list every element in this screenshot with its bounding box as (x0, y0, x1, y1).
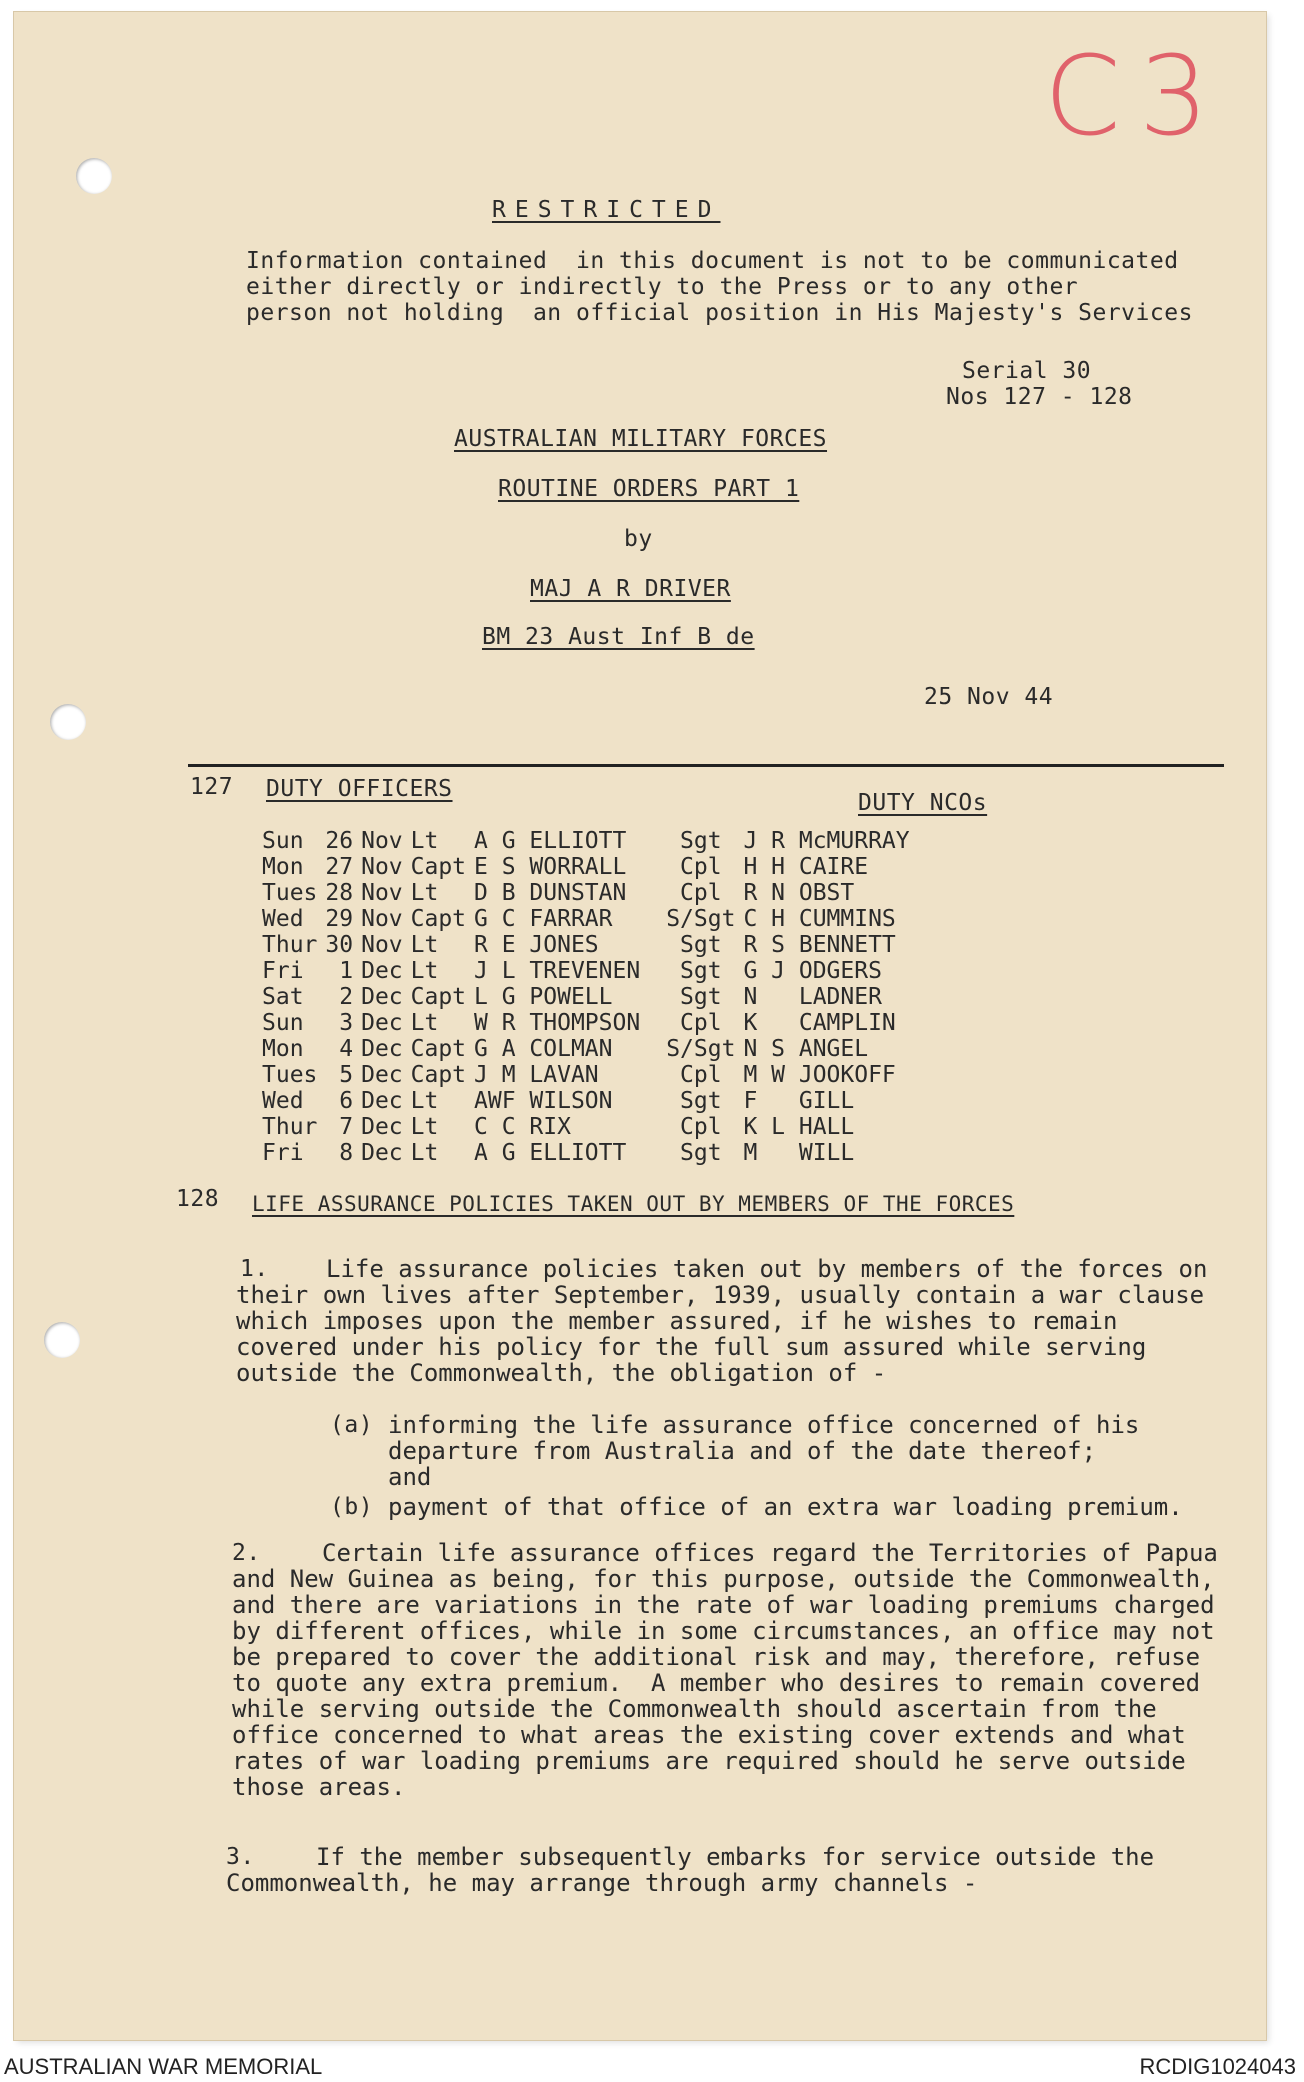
sub-a-text: informing the life assurance office concerned of his departure from Australia and of the date thereof; and (388, 1411, 1154, 1491)
roster-officer-rank: Capt (410, 1036, 467, 1062)
roster-nco-name: F GILL (743, 1088, 855, 1114)
para-3-number: 3. (226, 1844, 255, 1870)
notice-line-1: Information contained in this document is not to be communicated (246, 248, 1179, 274)
para-2-text: Certain life assurance offices regard the Territories of Papua and New Guinea as being, for this purpose, outside the Commonwealth, and there are variations in the rate of war loading premiums charged by different offices, while in some circumstances, an office may not be prepared to cover the additional risk and may, therefore, refuse to quote any extra premium. A member who desires to remain covered while serving outside the Commonwealth should ascertain from the office concerned to what areas the existing cover extends and what rates of war loading premiums are required should he serve outside those areas. (232, 1539, 1233, 1801)
roster-nco-name: G J ODGERS (743, 958, 882, 984)
roster-officer-name: G A COLMAN (474, 1036, 613, 1062)
roster-officer-rank: Capt (410, 854, 467, 880)
roster-day: Thur (262, 1114, 318, 1140)
roster-day: Wed (262, 1088, 304, 1114)
roster-row (262, 1062, 918, 1088)
duty-officers-heading: DUTY OFFICERS (266, 776, 453, 802)
roster-row (262, 1010, 918, 1036)
orders-heading: ROUTINE ORDERS PART 1 (498, 476, 800, 502)
roster-row (262, 880, 918, 906)
roster-date: 4 (339, 1036, 354, 1062)
roster-nco-name: R N OBST (743, 880, 855, 906)
roster-officer-name: W R THOMPSON (474, 1010, 641, 1036)
punch-hole-middle (50, 704, 86, 740)
roster-nco-rank: Cpl (680, 880, 722, 906)
roster-officer-name: A G ELLIOTT (474, 828, 627, 854)
roster-officer-rank: Lt (410, 880, 439, 906)
roster-month: Dec (361, 958, 403, 984)
roster-nco-name: C H CUMMINS (743, 906, 896, 932)
by-line: by (624, 526, 653, 552)
para-1-number: 1. (240, 1256, 269, 1282)
footer-source: AUSTRALIAN WAR MEMORIAL (4, 2054, 323, 2079)
order-numbers: Nos 127 - 128 (946, 384, 1133, 410)
roster-nco-rank: Sgt (680, 1140, 722, 1166)
roster-month: Nov (361, 880, 403, 906)
roster-officer-rank: Lt (410, 828, 439, 854)
roster-date: 28 (325, 880, 354, 906)
roster-month: Dec (361, 1088, 403, 1114)
roster-nco-name: H H CAIRE (743, 854, 869, 880)
roster-officer-name: C C RIX (474, 1114, 571, 1140)
roster-officer-name: E S WORRALL (474, 854, 627, 880)
sub-b-text: payment of that office of an extra war loading premium. (388, 1493, 1183, 1521)
roster-officer-rank: Capt (410, 1062, 467, 1088)
roster-nco-rank: Sgt (680, 958, 722, 984)
roster-day: Thur (262, 932, 318, 958)
roster-month: Nov (361, 828, 403, 854)
footer-id: RCDIG1024043 (1139, 2054, 1296, 2079)
roster-officer-name: L G POWELL (474, 984, 613, 1010)
roster-row (262, 1114, 918, 1140)
roster-day: Sat (262, 984, 304, 1010)
punch-hole-top (76, 158, 112, 194)
roster-row (262, 1140, 918, 1166)
roster-day: Mon (262, 854, 304, 880)
roster-row (262, 932, 918, 958)
roster-date: 1 (339, 958, 354, 984)
duty-roster-table (262, 828, 918, 1166)
roster-nco-rank: S/Sgt (666, 1036, 736, 1062)
notice-line-2: either directly or indirectly to the Press or to any other (246, 274, 1079, 300)
para-3-text: If the member subsequently embarks for service outside the Commonwealth, he may arrange through army channels - (226, 1843, 1169, 1897)
roster-nco-rank: Cpl (680, 1010, 722, 1036)
roster-month: Nov (361, 906, 403, 932)
roster-day: Mon (262, 1036, 304, 1062)
sub-a-label: (a) (330, 1412, 374, 1438)
roster-nco-name: J R McMURRAY (743, 828, 910, 854)
roster-nco-name: K CAMPLIN (743, 1010, 896, 1036)
serial-number: Serial 30 (962, 358, 1092, 384)
roster-nco-rank: Cpl (680, 854, 722, 880)
document-page (14, 12, 1266, 2040)
roster-officer-rank: Capt (410, 984, 467, 1010)
roster-officer-rank: Lt (410, 1140, 439, 1166)
roster-nco-name: N LADNER (743, 984, 882, 1010)
roster-officer-rank: Lt (410, 1114, 439, 1140)
roster-row (262, 828, 918, 854)
order-date: 25 Nov 44 (924, 684, 1054, 710)
roster-row (262, 958, 918, 984)
unit-name: BM 23 Aust Inf B de (482, 624, 755, 650)
roster-date: 27 (325, 854, 354, 880)
roster-nco-rank: S/Sgt (666, 906, 736, 932)
roster-row (262, 906, 918, 932)
roster-day: Tues (262, 1062, 318, 1088)
roster-nco-rank: Sgt (680, 932, 722, 958)
para-2-number: 2. (232, 1540, 261, 1566)
roster-nco-name: N S ANGEL (743, 1036, 869, 1062)
roster-officer-name: AWF WILSON (474, 1088, 613, 1114)
roster-officer-name: G C FARRAR (474, 906, 613, 932)
item-128-title: LIFE ASSURANCE POLICIES TAKEN OUT BY MEMBERS OF THE FORCES (252, 1192, 1015, 1216)
roster-nco-name: M WILL (743, 1140, 855, 1166)
roster-date: 5 (339, 1062, 354, 1088)
roster-row (262, 1036, 918, 1062)
roster-month: Dec (361, 1036, 403, 1062)
roster-month: Nov (361, 854, 403, 880)
roster-nco-rank: Cpl (680, 1062, 722, 1088)
author-name: MAJ A R DRIVER (530, 576, 731, 602)
item-127-number: 127 (190, 774, 234, 800)
roster-month: Dec (361, 1114, 403, 1140)
item-128-number: 128 (176, 1186, 220, 1212)
roster-row (262, 984, 918, 1010)
roster-nco-rank: Sgt (680, 1088, 722, 1114)
roster-month: Dec (361, 1062, 403, 1088)
roster-nco-rank: Cpl (680, 1114, 722, 1140)
roster-month: Nov (361, 932, 403, 958)
roster-nco-rank: Sgt (680, 984, 722, 1010)
roster-date: 2 (339, 984, 354, 1010)
roster-officer-rank: Lt (410, 958, 439, 984)
force-heading: AUSTRALIAN MILITARY FORCES (454, 426, 828, 452)
sub-b-label: (b) (330, 1494, 374, 1520)
roster-date: 26 (325, 828, 354, 854)
roster-row (262, 1088, 918, 1114)
roster-month: Dec (361, 1010, 403, 1036)
roster-day: Sun (262, 828, 304, 854)
roster-date: 8 (339, 1140, 354, 1166)
roster-day: Fri (262, 1140, 304, 1166)
roster-day: Sun (262, 1010, 304, 1036)
roster-date: 30 (325, 932, 354, 958)
roster-officer-rank: Lt (410, 932, 439, 958)
duty-ncos-heading: DUTY NCOs (858, 790, 988, 816)
roster-date: 29 (325, 906, 354, 932)
roster-month: Dec (361, 1140, 403, 1166)
roster-officer-rank: Lt (410, 1010, 439, 1036)
roster-officer-name: D B DUNSTAN (474, 880, 627, 906)
roster-month: Dec (361, 984, 403, 1010)
divider-rule (188, 764, 1224, 767)
roster-officer-name: A G ELLIOTT (474, 1140, 627, 1166)
roster-officer-rank: Capt (410, 906, 467, 932)
restricted-heading: RESTRICTED (492, 197, 721, 223)
roster-date: 7 (339, 1114, 354, 1140)
roster-day: Wed (262, 906, 304, 932)
roster-officer-name: J L TREVENEN (474, 958, 641, 984)
notice-line-3: person not holding an official position in His Majesty's Services (246, 300, 1193, 326)
handwritten-mark: C3 (1044, 32, 1227, 160)
roster-day: Tues (262, 880, 318, 906)
roster-officer-name: R E JONES (474, 932, 599, 958)
roster-nco-name: K L HALL (743, 1114, 855, 1140)
para-1-text: Life assurance policies taken out by members of the forces on their own lives after September, 1939, usually contain a war clause which imposes upon the member assured, if he wishes to remain covered under his policy for the full sum assured while serving outside the Commonwealth, the obligation of - (236, 1255, 1222, 1387)
roster-nco-rank: Sgt (680, 828, 722, 854)
roster-nco-name: R S BENNETT (743, 932, 896, 958)
punch-hole-bottom (44, 1322, 80, 1358)
roster-officer-name: J M LAVAN (474, 1062, 599, 1088)
roster-officer-rank: Lt (410, 1088, 439, 1114)
roster-row (262, 854, 918, 880)
roster-nco-name: M W JOOKOFF (743, 1062, 896, 1088)
roster-date: 3 (339, 1010, 354, 1036)
roster-date: 6 (339, 1088, 354, 1114)
roster-day: Fri (262, 958, 304, 984)
